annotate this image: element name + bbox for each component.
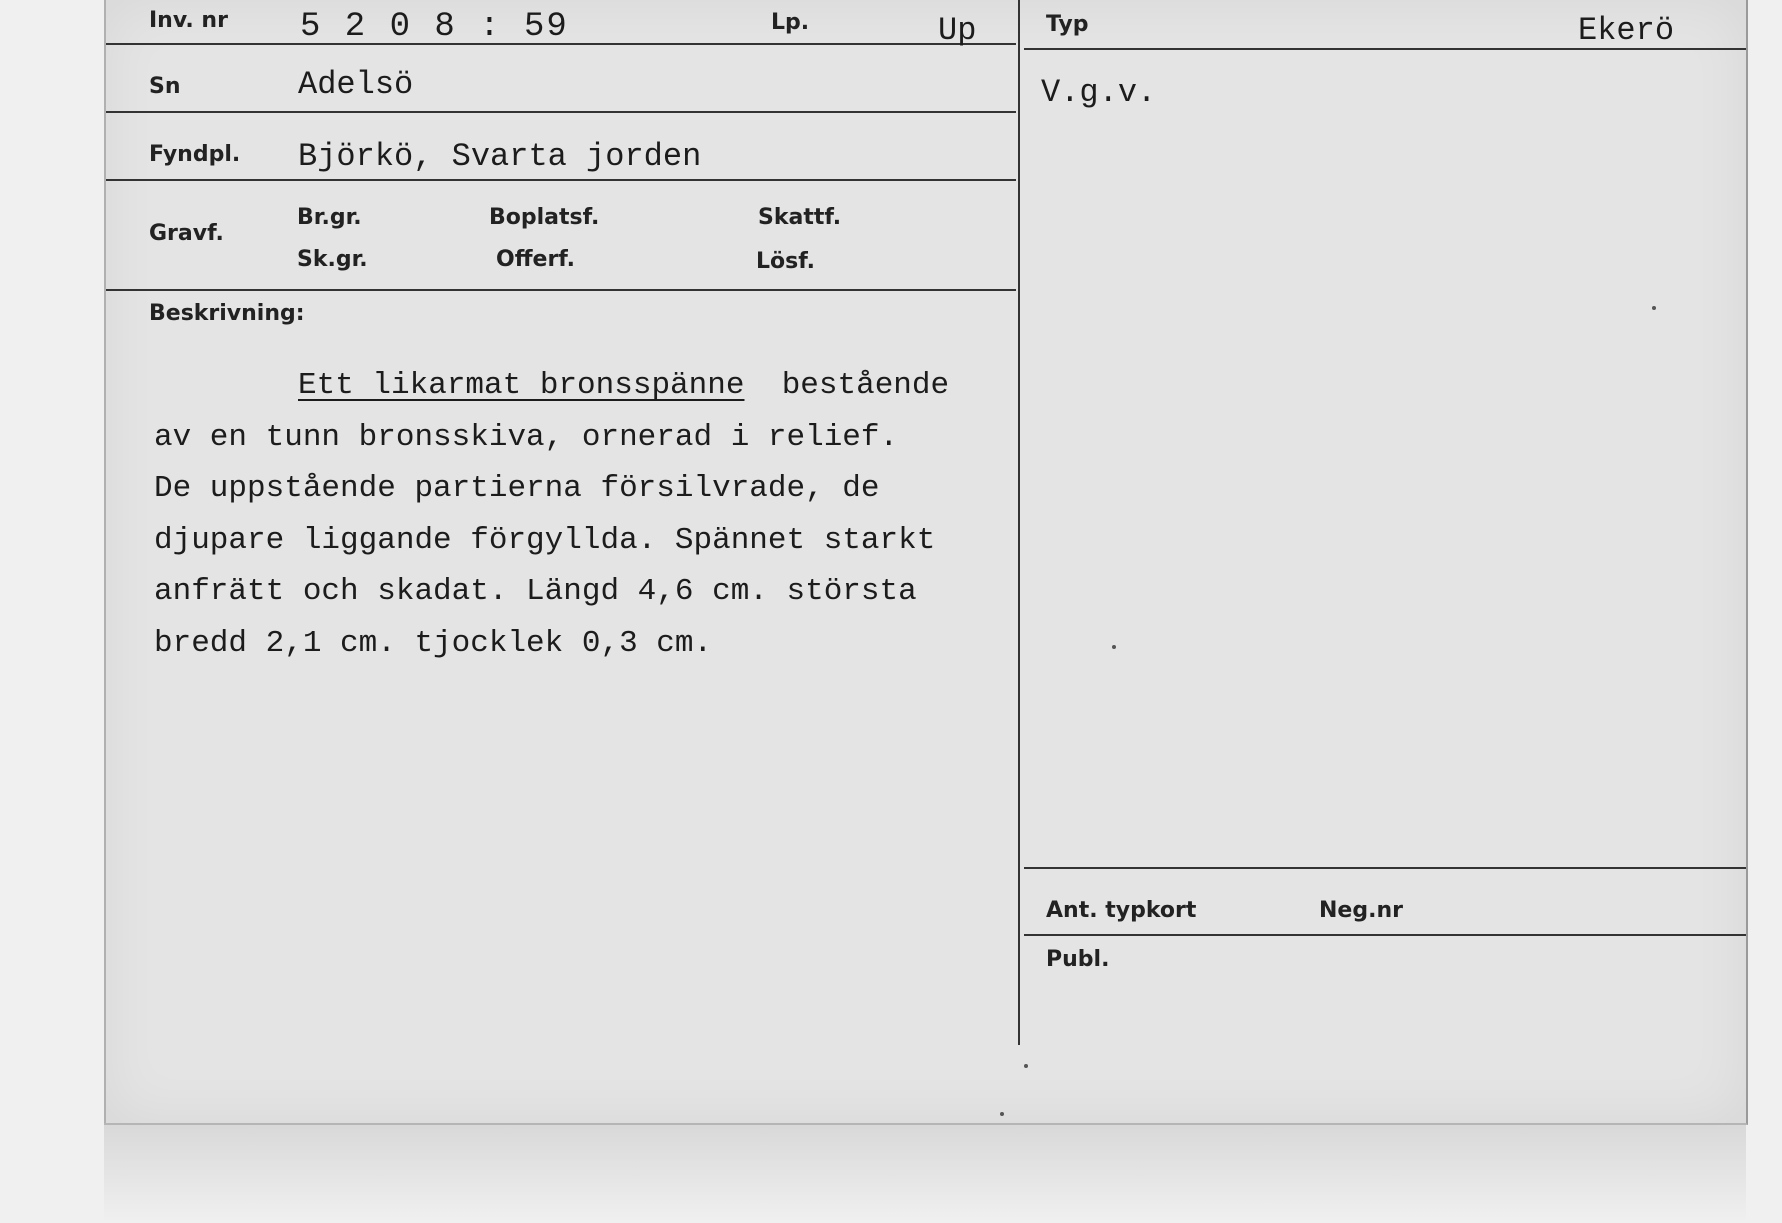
- description-line-1-rest: bestående: [744, 368, 950, 403]
- rule-fyndpl: [106, 179, 1016, 181]
- rule-gravf: [106, 289, 1016, 291]
- description-line-3: De uppstående partierna försilvrade, de: [154, 471, 880, 506]
- neg-nr-label: Neg.nr: [1319, 898, 1403, 923]
- inv-nr-value: 5 2 0 8 : 59: [300, 8, 569, 46]
- sn-label: Sn: [149, 74, 181, 99]
- br-gr-label: Br.gr.: [297, 205, 362, 230]
- offerf-label: Offerf.: [496, 247, 576, 272]
- rule-ant-typkort-top: [1024, 867, 1746, 869]
- sk-gr-label: Sk.gr.: [297, 247, 368, 272]
- typ-note: V.g.v.: [1041, 74, 1157, 111]
- boplatsf-label: Boplatsf.: [489, 205, 600, 230]
- typ-label: Typ: [1046, 12, 1089, 37]
- card-left-edge: [104, 0, 106, 1123]
- description-title: Ett likarmat bronsspänne: [298, 368, 745, 403]
- gravf-label: Gravf.: [149, 221, 224, 246]
- bottom-shadow: [104, 1123, 1746, 1223]
- sn-value: Adelsö: [298, 66, 414, 103]
- lp-value: Up: [938, 12, 977, 49]
- lp-label: Lp.: [771, 10, 810, 35]
- description-line-1: [154, 360, 1024, 412]
- inv-nr-label: Inv. nr: [149, 8, 228, 33]
- fyndpl-value: Björkö, Svarta jorden: [298, 138, 702, 175]
- beskrivning-label: Beskrivning:: [149, 301, 305, 326]
- description-line-5: anfrätt och skadat. Längd 4,6 cm. största: [154, 574, 917, 609]
- losf-label: Lösf.: [756, 249, 815, 274]
- rule-ant-typkort-bottom: [1024, 934, 1746, 936]
- description-line-6: bredd 2,1 cm. tjocklek 0,3 cm.: [154, 625, 713, 661]
- speck: [1000, 1112, 1004, 1116]
- description-text: [154, 360, 1024, 669]
- ant-typkort-label: Ant. typkort: [1046, 898, 1197, 923]
- skattf-label: Skattf.: [758, 205, 842, 230]
- speck: [1652, 306, 1656, 310]
- publ-label: Publ.: [1046, 947, 1110, 972]
- rule-sn: [106, 111, 1016, 113]
- speck: [1112, 645, 1116, 649]
- fyndpl-label: Fyndpl.: [149, 142, 241, 167]
- speck: [1024, 1064, 1028, 1068]
- description-line-2: av en tunn bronsskiva, ornerad i relief.: [154, 419, 899, 455]
- description-line-4: djupare liggande förgyllda. Spännet starkt: [154, 522, 936, 558]
- typ-value: Ekerö: [1578, 12, 1675, 49]
